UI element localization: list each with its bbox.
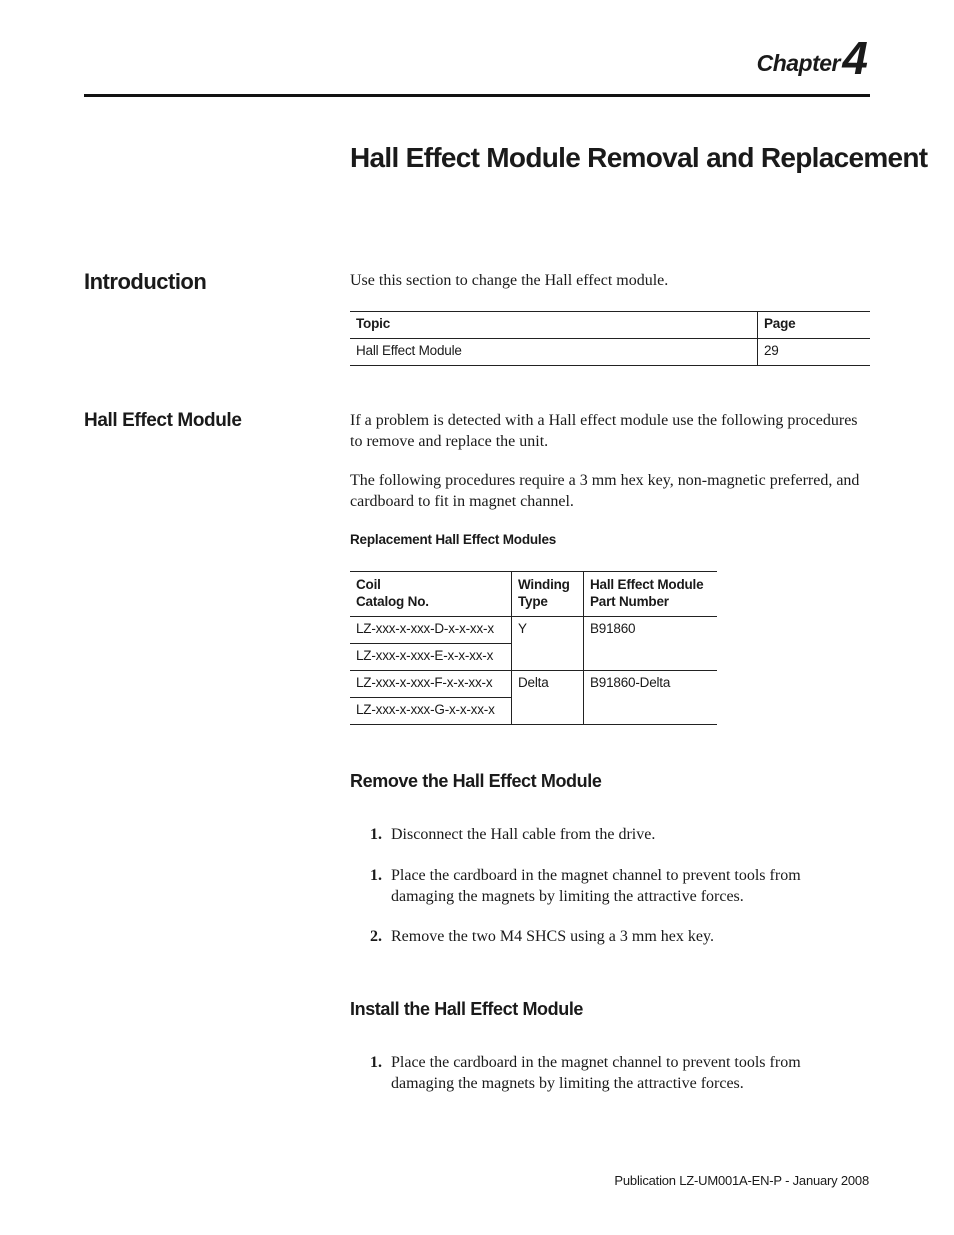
topic-cell: Hall Effect Module: [350, 339, 758, 366]
catalog-cell: LZ-xxx-x-xxx-G-x-x-xx-x: [350, 698, 512, 725]
remove-heading: Remove the Hall Effect Module: [350, 771, 602, 791]
catalog-cell: LZ-xxx-x-xxx-E-x-x-xx-x: [350, 644, 512, 671]
hall-effect-paragraph-2: The following procedures require a 3 mm hex key, non-magnetic preferred, and cardboard to fit in magnet channel.: [350, 472, 860, 510]
step-text: Place the cardboard in the magnet channel to prevent tools from damaging the magnets by limiting the attractive forces.: [391, 867, 801, 905]
part-cell: B91860: [584, 617, 718, 671]
chapter-label: Chapter: [756, 50, 840, 76]
step-text: Disconnect the Hall cable from the drive.: [391, 826, 656, 843]
introduction-heading: Introduction: [84, 269, 207, 294]
introduction-text: Use this section to change the Hall effect module.: [350, 272, 669, 289]
hall-effect-heading: Hall Effect Module: [84, 410, 242, 431]
table-row: [350, 339, 870, 366]
part-number-header: Hall Effect Module Part Number: [584, 572, 718, 617]
winding-cell: Delta: [512, 671, 584, 725]
topic-table: [350, 311, 870, 366]
hall-effect-paragraph-1: If a problem is detected with a Hall effect module use the following procedures to remove and replace the unit.: [350, 412, 858, 450]
step-number: 1.: [370, 1054, 382, 1071]
step-text: Place the cardboard in the magnet channel to prevent tools from damaging the magnets by limiting the attractive forces.: [391, 1054, 801, 1092]
replacement-table-header: [350, 572, 717, 617]
step-number: 2.: [370, 928, 382, 945]
table-row: [350, 617, 717, 644]
winding-cell: Y: [512, 617, 584, 671]
replacement-table: [350, 571, 717, 725]
chapter-number: 4: [842, 32, 868, 84]
page-title: Hall Effect Module Removal and Replacement: [350, 142, 928, 173]
publication-footer: Publication LZ-UM001A-EN-P - January 2008: [614, 1173, 869, 1188]
part-cell: B91860-Delta: [584, 671, 718, 725]
table-row: [350, 671, 717, 698]
step-number: 1.: [370, 826, 382, 843]
chapter-rule: [84, 94, 870, 97]
page-header: Page: [758, 312, 871, 339]
install-heading: Install the Hall Effect Module: [350, 999, 584, 1019]
catalog-cell: LZ-xxx-x-xxx-F-x-x-xx-x: [350, 671, 512, 698]
replacement-table-title: Replacement Hall Effect Modules: [350, 532, 557, 547]
coil-catalog-header: Coil Catalog No.: [350, 572, 512, 617]
step-number: 1.: [370, 867, 382, 884]
catalog-cell: LZ-xxx-x-xxx-D-x-x-xx-x: [350, 617, 512, 644]
step-text: Remove the two M4 SHCS using a 3 mm hex key.: [391, 928, 714, 945]
topic-table-header: [350, 312, 870, 339]
winding-type-header: Winding Type: [512, 572, 584, 617]
page-cell: 29: [758, 339, 871, 366]
topic-header: Topic: [350, 312, 758, 339]
